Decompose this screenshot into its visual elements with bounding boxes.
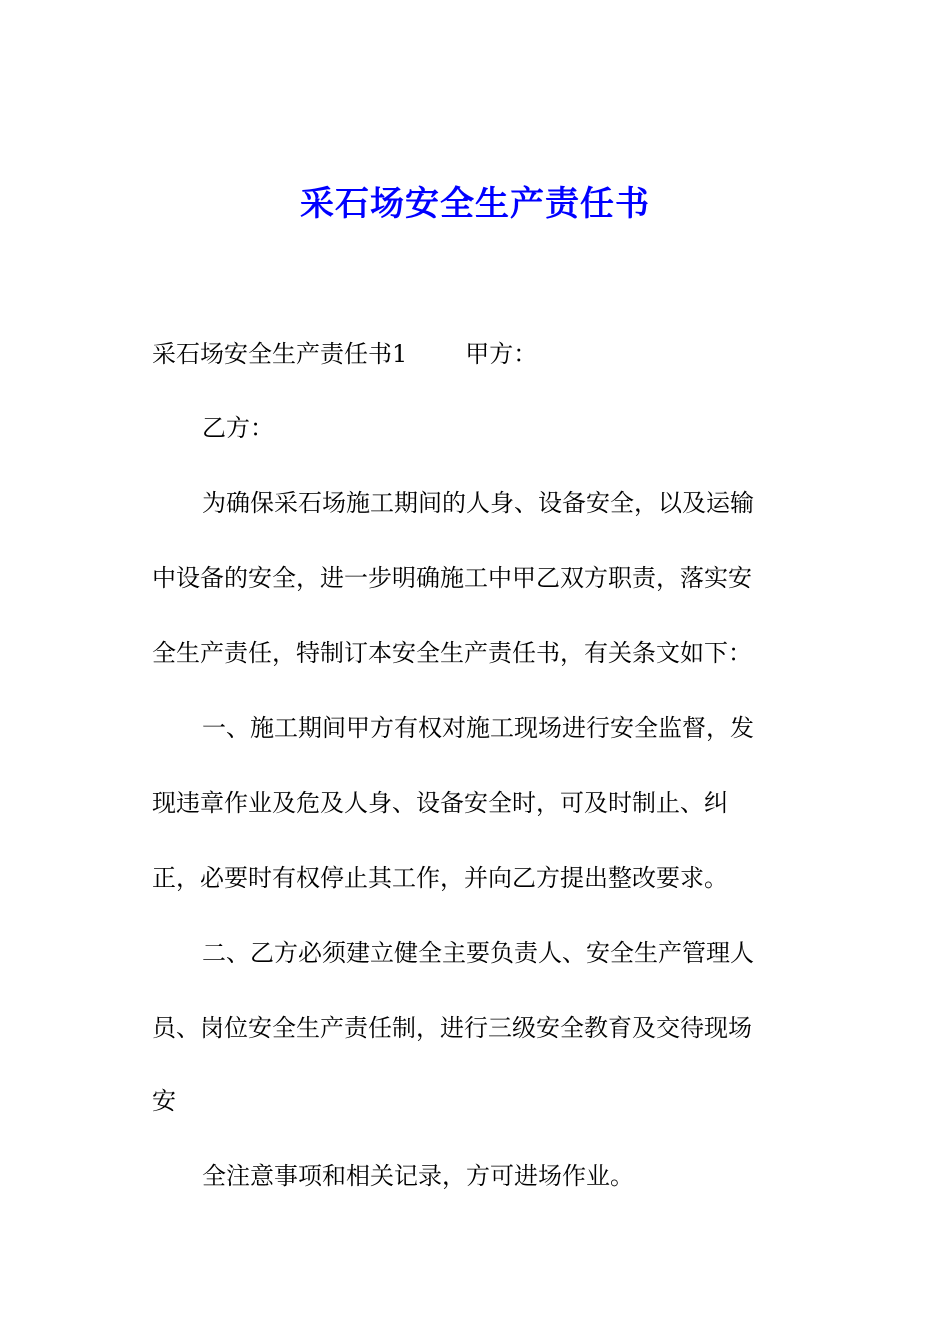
clause-line: 现违章作业及危及人身、设备安全时，可及时制止、纠: [152, 789, 728, 817]
party-b-label: 乙方：: [202, 414, 274, 442]
heading-label: 采石场安全生产责任书1: [152, 340, 408, 368]
clause-line: 一、施工期间甲方有权对施工现场进行安全监督，发: [202, 714, 754, 742]
document-title: 采石场安全生产责任书: [300, 184, 650, 224]
clause-line: 安: [152, 1087, 176, 1115]
paragraph-line: 全生产责任，特制订本安全生产责任书，有关条文如下：: [152, 639, 752, 667]
clause-line: 二、乙方必须建立健全主要负责人、安全生产管理人: [202, 939, 754, 967]
clause-line: 正，必要时有权停止其工作，并向乙方提出整改要求。: [152, 864, 728, 892]
heading-line: [152, 336, 802, 372]
paragraph-line: 中设备的安全，进一步明确施工中甲乙双方职责，落实安: [152, 564, 752, 592]
clause-line: 员、岗位安全生产责任制，进行三级安全教育及交待现场: [152, 1014, 752, 1042]
party-a-label: 甲方：: [465, 340, 538, 368]
paragraph-line: 为确保采石场施工期间的人身、设备安全，以及运输: [202, 489, 754, 517]
clause-line: 全注意事项和相关记录，方可进场作业。: [202, 1162, 634, 1190]
